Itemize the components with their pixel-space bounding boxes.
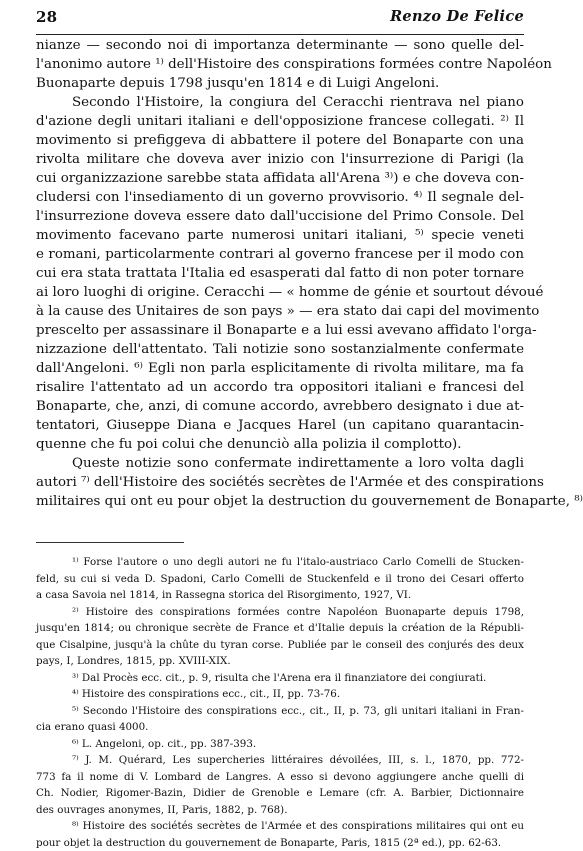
body-line: cludersi con l'insediamento di un governo provvisorio. ⁴⁾ Il segnale del- [36, 188, 524, 207]
body-line: movimento facevano parte numerosi unitari italiani, ⁵⁾ specie veneti [36, 226, 524, 245]
body-line: tentatori, Giuseppe Diana e Jacques Harel (un capitano quarantacin- [36, 416, 524, 435]
footnote-line: ⁸⁾ Histoire des sociétés secrètes de l'Armée et des conspirations militaires qui ont eu [36, 818, 524, 835]
body-line: nianze — secondo noi di importanza determinante — sono quelle del- [36, 36, 524, 55]
body-line: e romani, particolarmente contrari al governo francese per il modo con [36, 245, 524, 264]
footnote-line: ⁵⁾ Secondo l'Histoire des conspirations ecc., cit., II, p. 73, gli unitari italiani in Fran- [36, 703, 524, 720]
body-line: ai loro luoghi di origine. Ceracchi — « homme de génie et sourtout dévoué [36, 283, 524, 302]
footnotes [36, 554, 524, 851]
body-line: Bonaparte, che, anzi, di comune accordo, avrebbero designato i due at- [36, 397, 524, 416]
footnote-line: que Cisalpine, jusqu'à la chûte du tyran corse. Publiée par le conseil des conjurés des deux [36, 637, 524, 654]
footnote-line: des ouvrages anonymes, II, Paris, 1882, p. 768). [36, 802, 524, 819]
body-line: Buonaparte depuis 1798 jusqu'en 1814 e di Luigi Angeloni. [36, 74, 524, 93]
body-line: quenne che fu poi colui che denunciò alla polizia il complotto). [36, 435, 524, 454]
body-line: l'insurrezione doveva essere dato dall'uccisione del Primo Console. Del [36, 207, 524, 226]
footnote-line: jusqu'en 1814; ou chronique secrète de France et d'Italie depuis la création de la Républi- [36, 620, 524, 637]
footnote-line: ²⁾ Histoire des conspirations formées contre Napoléon Buonaparte depuis 1798, [36, 604, 524, 621]
footnote-line: ³⁾ Dal Procès ecc. cit., p. 9, risulta che l'Arena era il finanziatore dei congiurati. [36, 670, 524, 687]
body-line: Queste notizie sono confermate indirettamente a loro volta dagli [36, 454, 524, 473]
running-head: Renzo De Felice [390, 8, 524, 25]
body-text [36, 36, 524, 511]
body-line: nizzazione dell'attentato. Tali notizie sono sostanzialmente confermate [36, 340, 524, 359]
body-line: cui era stata trattata l'Italia ed esasperati dal fatto di non poter tornare [36, 264, 524, 283]
body-line: d'azione degli unitari italiani e dell'opposizione francese collegati. ²⁾ Il [36, 112, 524, 131]
footnote-line: pour objet la destruction du gouvernement de Bonaparte, Paris, 1815 (2ª ed.), pp. 62-63. [36, 835, 524, 851]
footnote-line: ⁴⁾ Histoire des conspirations ecc., cit., II, pp. 73-76. [36, 686, 524, 703]
body-line: risalire l'attentato ad un accordo tra oppositori italiani e francesi del [36, 378, 524, 397]
footnote-line: Ch. Nodier, Rigomer-Bazin, Didier de Grenoble e Lemare (cfr. A. Barbier, Dictionnaire [36, 785, 524, 802]
footnote-line: feld, su cui si veda D. Spadoni, Carlo Comelli de Stuckenfeld e il trono dei Cesari offerto [36, 571, 524, 588]
footnote-rule [36, 542, 184, 543]
footnote-line: 773 fa il nome di V. Lombard de Langres. A esso si devono aggiungere anche quelli di [36, 769, 524, 786]
footnote-line: ⁷⁾ J. M. Quérard, Les supercheries littéraires dévoilées, III, s. l., 1870, pp. 772- [36, 752, 524, 769]
footnote-line: ⁶⁾ L. Angeloni, op. cit., pp. 387-393. [36, 736, 524, 753]
body-line: movimento si prefiggeva di abbattere il potere del Bonaparte con una [36, 131, 524, 150]
body-line: Secondo l'Histoire, la congiura del Ceracchi rientrava nel piano [36, 93, 524, 112]
header-rule [36, 34, 524, 35]
body-line: à la cause des Unitaires de son pays » — era stato dai capi del movimento [36, 302, 524, 321]
body-line: militaires qui ont eu pour objet la destruction du gouvernement de Bonaparte, ⁸⁾ [36, 492, 524, 511]
footnote-line: cia erano quasi 4000. [36, 719, 524, 736]
body-line: l'anonimo autore ¹⁾ dell'Histoire des conspirations formées contre Napoléon [36, 55, 524, 74]
footnote-line: pays, I, Londres, 1815, pp. XVIII-XIX. [36, 653, 524, 670]
page-number: 28 [36, 8, 57, 26]
body-line: dall'Angeloni. ⁶⁾ Egli non parla esplicitamente di rivolta militare, ma fa [36, 359, 524, 378]
body-line: autori ⁷⁾ dell'Histoire des sociétés secrètes de l'Armée et des conspirations [36, 473, 524, 492]
body-line: prescelto per assassinare il Bonaparte e a lui essi avevano affidato l'orga- [36, 321, 524, 340]
footnote-line: ¹⁾ Forse l'autore o uno degli autori ne fu l'italo-austriaco Carlo Comelli de Stucken- [36, 554, 524, 571]
body-line: cui organizzazione sarebbe stata affidata all'Arena ³⁾) e che doveva con- [36, 169, 524, 188]
body-line: rivolta militare che doveva aver inizio con l'insurrezione di Parigi (la [36, 150, 524, 169]
footnote-line: a casa Savoia nel 1814, in Rassegna storica del Risorgimento, 1927, VI. [36, 587, 524, 604]
page-header [36, 8, 524, 34]
